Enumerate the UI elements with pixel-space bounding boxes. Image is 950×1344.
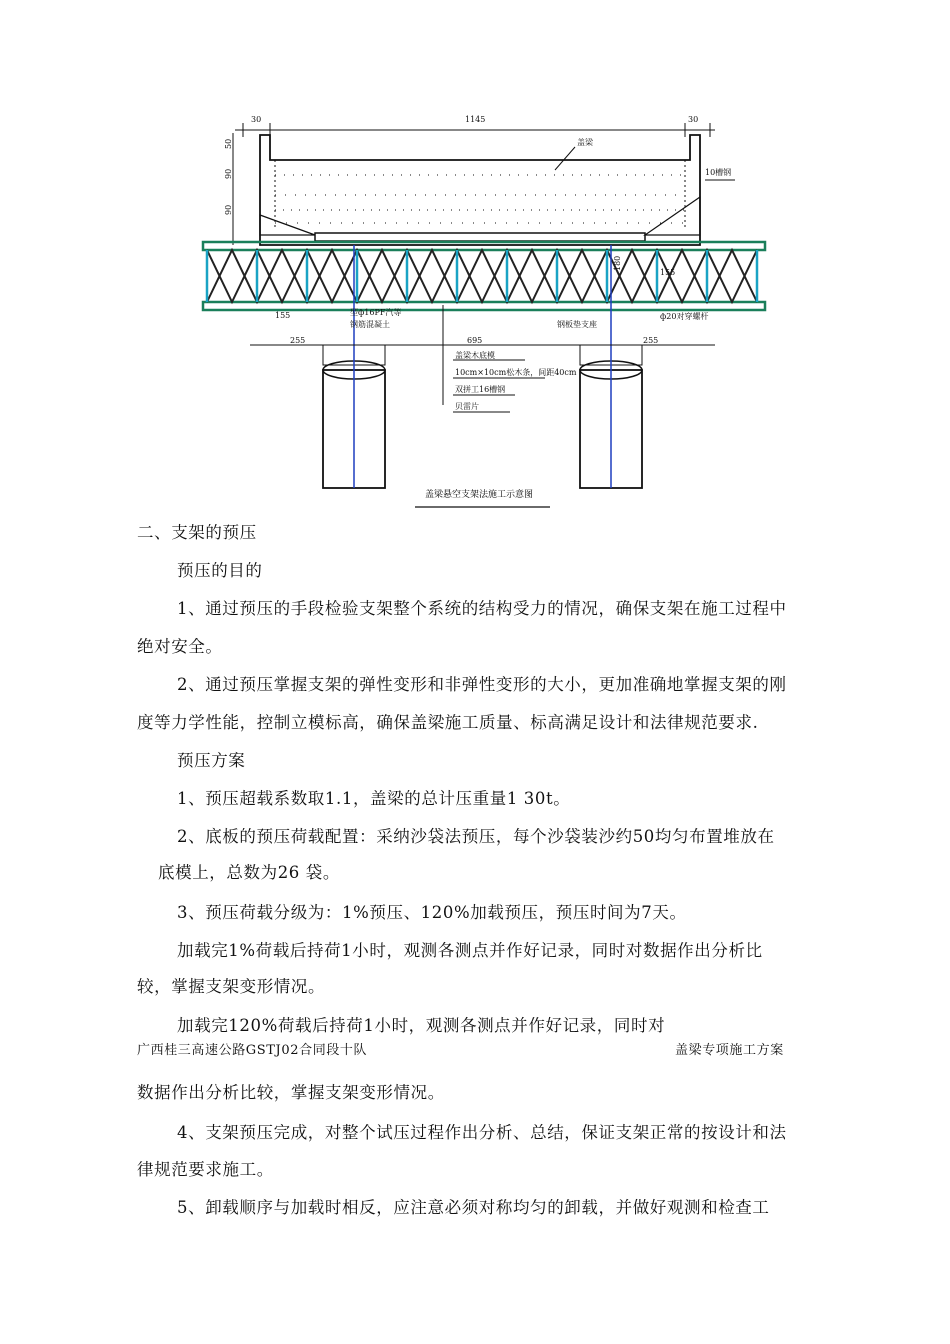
paragraph-1a: 1、通过预压的手段检验支架整个系统的结构受力的情况，确保支架在施工过程中: [177, 599, 787, 618]
paragraph-6b: 较，掌握支架变形情况。: [137, 977, 326, 996]
label-right-note: ф20对穿螺杆: [660, 312, 709, 321]
figure-caption: 盖梁悬空支架法施工示意图: [425, 490, 534, 500]
subheading-purpose: 预压的目的: [177, 561, 263, 580]
dim-v2: 90: [224, 168, 233, 179]
paragraph-5: 3、预压荷载分级为：1%预压、120%加载预压，预压时间为7天。: [177, 903, 687, 922]
subheading-plan: 预压方案: [177, 751, 246, 770]
dim-truss-h: 180: [613, 255, 622, 271]
label-left-note1: 型ф16PF汽等: [350, 308, 402, 317]
label-bottom-note3: 双拼工16槽钢: [455, 385, 506, 394]
label-left-note2: 钢筋混凝土: [350, 320, 390, 329]
label-bottom-note2: 10cm×10cm松木条，间距40cm: [455, 368, 577, 377]
paragraph-7a: 加载完120%荷载后持荷1小时，观测各测点并作好记录，同时对: [177, 1016, 666, 1035]
dim-v3: 90: [224, 204, 233, 215]
label-steel-support: 钢板垫支座: [557, 320, 597, 329]
paragraph-8b: 律规范要求施工。: [137, 1160, 274, 1179]
footer-right: 盖梁专项施工方案: [675, 1043, 784, 1058]
paragraph-9: 5、卸载顺序与加载时相反，应注意必须对称均匀的卸载，并做好观测和检查工: [177, 1198, 770, 1217]
dim-left-255: 255: [290, 336, 306, 345]
paragraph-2a: 2、通过预压掌握支架的弹性变形和非弹性变形的大小，更加准确地掌握支架的刚: [177, 675, 787, 694]
dim-right-255: 255: [643, 336, 659, 345]
dim-top-left: 30: [251, 115, 262, 124]
paragraph-4b: 底模上，总数为26 袋。: [158, 863, 340, 882]
label-cap-beam: 盖梁: [577, 138, 593, 147]
paragraph-8a: 4、支架预压完成，对整个试压过程作出分析、总结，保证支架正常的按设计和法: [177, 1123, 787, 1142]
footer-left: 广西桂三高速公路GSTJ02合同段十队: [137, 1043, 368, 1058]
section-heading: 二、支架的预压: [137, 523, 257, 542]
paragraph-6a: 加载完1%荷载后持荷1小时，观测各测点并作好记录，同时对数据作出分析比: [177, 941, 763, 960]
left-bracket: [260, 215, 315, 235]
truss-top-chord: [203, 242, 765, 250]
paragraph-4a: 2、底板的预压荷载配置：采纳沙袋法预压，每个沙袋装沙约50均匀布置堆放在: [177, 827, 775, 846]
dim-left-155: 155: [275, 311, 291, 320]
dim-top-span: 1145: [465, 115, 486, 124]
label-bottom-note1: 盖梁木底模: [455, 351, 495, 360]
label-channel-steel: 10槽钢: [705, 168, 732, 177]
label-bottom-note4: 贝雷片: [455, 402, 479, 411]
leader-line: [555, 147, 575, 170]
dim-v1: 50: [224, 138, 233, 149]
paragraph-2b: 度等力学性能，控制立模标高，确保盖梁施工质量、标高满足设计和法律规范要求.: [137, 713, 759, 732]
paragraph-7b: 数据作出分析比较，掌握支架变形情况。: [137, 1083, 445, 1102]
cap-beam-outline: [260, 135, 700, 245]
bottom-formwork: [315, 233, 645, 241]
paragraph-1b: 绝对安全。: [137, 637, 223, 656]
dim-mid-695: 695: [467, 336, 483, 345]
diagram-svg: [195, 105, 775, 515]
truss-bottom-chord: [203, 302, 765, 310]
right-bracket: [645, 197, 700, 235]
paragraph-3: 1、预压超载系数取1.1，盖梁的总计压重量1 30t。: [177, 789, 571, 808]
construction-diagram: [195, 105, 775, 515]
dim-right-155: 155: [660, 268, 676, 277]
dim-top-right: 30: [688, 115, 699, 124]
